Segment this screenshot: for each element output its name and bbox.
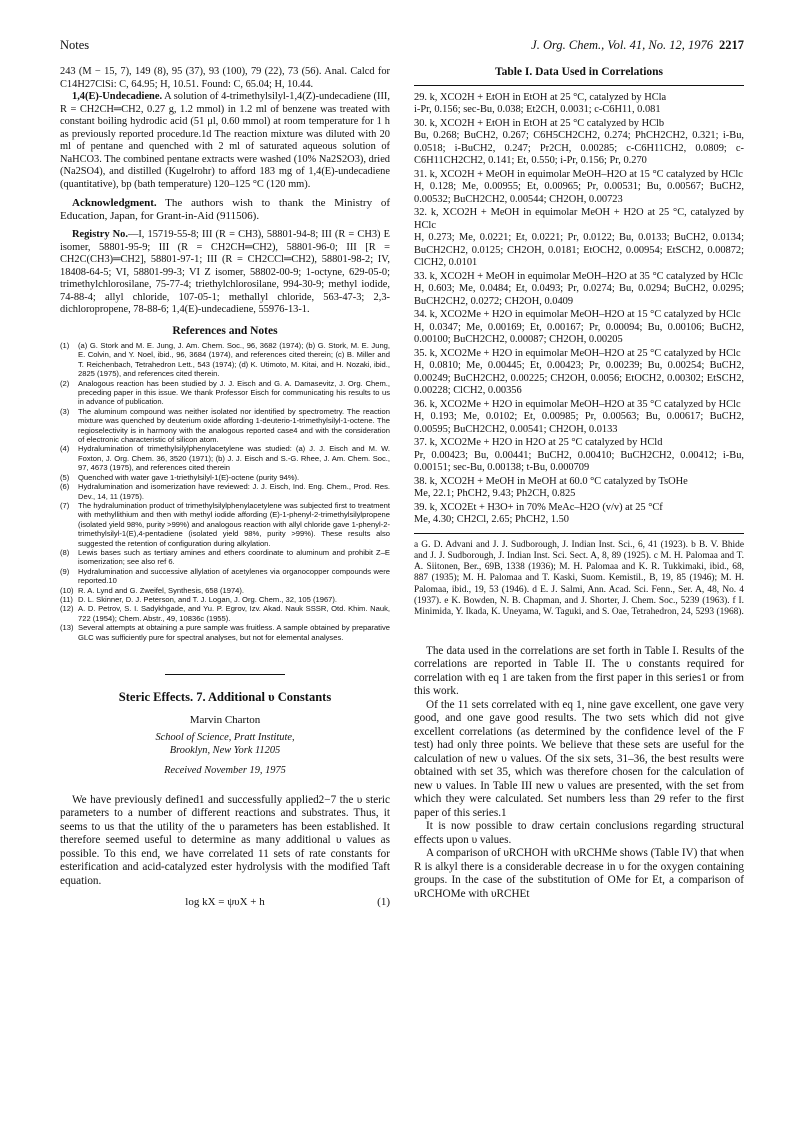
body-paragraph-3: It is now possible to draw certain conclusions regarding structural effects upon υ values.	[414, 820, 744, 846]
set-description: 31. k, XCO2H + MeOH in equimolar MeOH–H2O at 15 °C catalyzed by HClc	[414, 168, 743, 180]
reference-item	[60, 623, 390, 642]
set-description: 39. k, XCO2Et + H3O+ in 70% MeAc–H2O (v/v) at 25 °Cf	[414, 501, 663, 513]
page-header	[60, 38, 744, 56]
set-values: Me, 22.1; PhCH2, 9.43; Ph2CH, 0.825	[414, 488, 576, 499]
reference-text: Analogous reaction has been studied by J. J. Eisch and G. A. Damasevitz, J. Org. Chem., preceding paper in this issue. We thank Professor Eisch for communicating his results to us in advance of publication.	[78, 378, 390, 407]
data-table	[414, 92, 744, 527]
ack-label: Acknowledgment.	[72, 197, 157, 209]
reference-text: The aluminum compound was neither isolated nor identified by spectrometry. The reaction mixture was quenched by deuterium oxide affording 1-deuterio-1-trimethylsilyl-1-octene. The regioselectivity is in harmony with the analogous reported case4 and with the consideration of electronic characteristic of silicon atom.	[78, 406, 390, 445]
set-description: 32. k, XCO2H + MeOH in equimolar MeOH + H2O at 25 °C, catalyzed by HClc	[414, 207, 744, 231]
reference-number: (10)	[60, 585, 74, 595]
table-row	[414, 118, 744, 168]
reference-number: (12)	[60, 604, 74, 614]
reference-item	[60, 407, 390, 445]
reference-item	[60, 444, 390, 472]
set-values: H, 0.193; Me, 0.0102; Et, 0.00985; Pr, 0.00563; Bu, 0.00617; BuCH2, 0.00595; BuCH2CH2, 0.00541; CH2OH, 0.0133	[414, 411, 744, 435]
body-paragraph-2: Of the 11 sets correlated with eq 1, nine gave excellent, one gave very good, and one gave good results. The two sets which did not give excellent correlations (as determined by the confidence level of the F test) had only three points. We believe that these sets are useful for the calculation of new υ values. Of the six sets, 31–36, the best results were obtained with set 35, which was therefore chosen for the calculation of new υ values. In Table III new υ values are presented, with the set from which they were calculated. Set numbers less than 29 refer to the first paper of this series.1	[414, 698, 744, 819]
reference-item	[60, 548, 390, 567]
reference-number: (1)	[60, 341, 70, 350]
reference-number: (11)	[60, 594, 73, 604]
set-description: 30. k, XCO2H + EtOH in EtOH at 25 °C catalyzed by HClb	[414, 117, 665, 129]
table-row	[414, 502, 744, 527]
reference-item	[60, 604, 390, 623]
reference-text: Quenched with water gave 1-triethylsilyl-1(E)-octene (purity 94%).	[78, 472, 300, 482]
article-title: Steric Effects. 7. Additional υ Constants	[118, 690, 332, 704]
reference-item	[60, 379, 390, 407]
set-description: 29. k, XCO2H + EtOH in EtOH at 25 °C, catalyzed by HCla	[414, 91, 667, 103]
ack-text: The authors wish to thank the Ministry of Education, Japan, for Grant-in-Aid (911506).	[60, 197, 390, 222]
equation-text: log kX = ψυX + h	[185, 896, 265, 908]
reference-item	[60, 341, 390, 379]
set-values: Bu, 0.268; BuCH2, 0.267; C6H5CH2CH2, 0.274; PhCH2CH2, 0.321; i-Bu, 0.0518; i-BuCH2, 0.247; Pr2CH, 0.00285; c-C6H11CH2, 0.0809; c-C6H11CH2CH2, 0.141; Et, 0.550; i-Pr, 0.156; Pr, 0.270	[414, 130, 744, 166]
set-description: 35. k, XCO2Me + H2O in equimolar MeOH–H2O at 25 °C catalyzed by HClc	[414, 347, 741, 359]
equation-number: (1)	[377, 896, 390, 908]
table-row	[414, 399, 744, 437]
set-description: 38. k, XCO2H + MeOH in MeOH at 60.0 °C catalyzed by TsOHe	[414, 475, 688, 487]
reference-text: (a) G. Stork and M. E. Jung, J. Am. Chem. Soc., 96, 3682 (1974); (b) G. Stork, M. E. Jung, E. Colvin, and Y. Noel, ibid., 96, 3684 (1974), and references cited therein; (c) B. Miller and T. Reichenbach, Tetrahedron Lett., 543 (1974); (d) K. Utimoto, M. Kitai, and H. Nozaki, ibid., 2825 (1975), and references cited therein.	[78, 341, 390, 379]
page-number: 2217	[719, 38, 744, 52]
set-values: H, 0.128; Me, 0.00955; Et, 0.00965; Pr, 0.00531; Bu, 0.00567; BuCH2, 0.00532; BuCH2CH2, 0.00544; CH2OH, 0.00723	[414, 181, 744, 205]
table-top-rule	[414, 85, 744, 86]
reference-text: Lewis bases such as tertiary amines and ethers coordinate to aluminum and prohibit Z–E isomerization; see also ref 6.	[78, 547, 390, 567]
table-row	[414, 437, 744, 475]
reference-text: Hydralumination and isomerization have reviewed: J. J. Eisch, Ind. Eng. Chem., Prod. Res. Dev., 14, 11 (1975).	[78, 482, 390, 501]
reference-item	[60, 595, 390, 604]
reference-number: (7)	[60, 500, 70, 510]
reference-number: (5)	[60, 472, 70, 482]
set-values: Pr, 0.00423; Bu, 0.00441; BuCH2, 0.00410; BuCH2CH2, 0.00412; i-Bu, 0.00151; sec-Bu, 0.00138; t-Bu, 0.000709	[414, 449, 744, 473]
table-row	[414, 348, 744, 398]
reference-text: Hydralumination of trimethylsilylphenylacetylene was studied: (a) J. J. Eisch and M. W. Foxton, J. Org. Chem. 36, 3520 (1971); (b) J. J. Eisch and S.-G. Rhee, J. Am. Chem. Soc., 97, 4673 (1975), and references cited therein	[78, 444, 390, 473]
set-values: Me, 4.30; CH2Cl, 2.65; PhCH2, 1.50	[414, 514, 570, 525]
section-label: Notes	[60, 38, 90, 52]
reference-item	[60, 473, 390, 482]
table-row	[414, 476, 744, 501]
author-name: Marvin Charton	[189, 713, 261, 726]
reference-text: D. L. Skinner, D. J. Peterson, and T. J. Logan, J. Org. Chem., 32, 105 (1967).	[78, 594, 338, 604]
table-row	[414, 207, 744, 270]
set-description: 34. k, XCO2Me + H2O in equimolar MeOH–H2O at 15 °C catalyzed by HClc	[414, 309, 741, 320]
table-row	[414, 309, 744, 347]
table-row	[414, 271, 744, 309]
registry-paragraph	[60, 229, 390, 317]
article-divider	[165, 674, 285, 675]
left-column	[60, 66, 390, 917]
reference-item	[60, 567, 390, 586]
reference-number: (4)	[60, 444, 70, 454]
journal-name: J. Org. Chem., Vol. 41, No. 12, 1976	[531, 38, 713, 52]
set-values: H, 0.603; Me, 0.0484; Et, 0.0493; Pr, 0.0274; Bu, 0.0294; BuCH2, 0.0295; BuCH2CH2, 0.0272; CH2OH, 0.0409	[414, 283, 744, 307]
set-description: 36. k, XCO2Me + H2O in equimolar MeOH–H2O at 35 °C catalyzed by HClc	[414, 398, 741, 410]
table-row	[414, 169, 744, 207]
set-description: 33. k, XCO2H + MeOH in equimolar MeOH–H2O at 35 °C catalyzed by HClc	[414, 270, 743, 282]
right-column	[414, 66, 744, 901]
acknowledgment-paragraph	[60, 197, 390, 223]
received-date: Received November 19, 1975	[164, 765, 286, 776]
set-values: i-Pr, 0.156; sec-Bu, 0.038; Et2CH, 0.0031; c-C6H11, 0.081	[414, 104, 661, 115]
reference-text: A. D. Petrov, S. I. Sadykhgade, and Yu. P. Egrov, Izv. Akad. Nauk SSSR, Otd. Khim. Nauk, 722 (1954); Chem. Abstr., 49, 10836c (1955).	[78, 604, 390, 623]
reference-item	[60, 586, 390, 595]
analysis-text: 243 (M − 15, 7), 149 (8), 95 (37), 93 (100), 79 (22), 73 (56). Anal. Calcd for C14H27ClSi: C, 64.95; H, 10.51. Found: C, 65.04; H, 10.44.	[60, 66, 390, 90]
affiliation-line-1: School of Science, Pratt Institute,	[155, 732, 295, 743]
equation	[60, 896, 390, 909]
reference-item	[60, 501, 390, 548]
reference-text: R. A. Lynd and G. Zweifel, Synthesis, 658 (1974).	[78, 585, 245, 595]
reference-number: (9)	[60, 566, 70, 576]
set-description: 37. k, XCO2Me + H2O in H2O at 25 °C catalyzed by HCld	[414, 437, 663, 448]
set-values: H, 0.273; Me, 0.0221; Et, 0.0221; Pr, 0.0122; Bu, 0.0133; BuCH2, 0.0134; BuCH2CH2, 0.0125; CH2OH, 0.0181; EtOCH2, 0.00954; EtSCH2, 0.00872; ClCH2, 0.0101	[414, 232, 744, 268]
table-row	[414, 92, 744, 117]
affiliation-line-2: Brooklyn, New York 11205	[169, 744, 281, 756]
reference-number: (8)	[60, 547, 70, 557]
reference-text: The hydralumination product of trimethylsilylphenylacetylene was subjected first to treatment with methyllithium and then with methyl iodide affording (E)-1-phenyl-2-trimethylsilylpropene (isolated yield 98%, purity >99%) and analogous reaction with allyl chloride gave 1-phenyl-2-trimethylsilyl-1(E),4-pentadiene (isolated yield 98%, purity >99%). These results also suggested the retention of configuration during alkylation.	[78, 500, 390, 548]
body-paragraph-1: The data used in the correlations are set forth in Table I. Results of the correlations are reported in Table II. The υ constants required for correlation with eq 1 are taken from the first paper in this series1 or from this work.	[414, 644, 744, 698]
table-title: Table I. Data Used in Correlations	[494, 66, 664, 78]
body-paragraph-4: A comparison of υRCHOH with υRCHMe shows (Table IV) that when R is alkyl there is a considerable decrease in υ for the oxygen containing groups. In the case of the substitution of OMe for Et, a comparison of υRCHOMe with υRCHEt	[414, 847, 744, 900]
undecadiene-text: A solution of 4-trimethylsilyl-1,4(Z)-undecadiene (III, R = CH2CH═CH2, 0.27 g, 1.2 mmol) in 1.2 ml of benzene was treated with constant boiling hydrodic acid (51 μl, 0.60 mmol) at room temperature for 1 h as previously reported procedure.1d The reaction mixture was diluted with 20 ml of pentane and quenched with 2 ml of saturated aqueous solution of NaHCO3. The combined pentane extracts were washed (10% Na2S2O3), dried (Na2SO4), and distilled (Kugelrohr) to afford 183 mg of 1,4(E)-undecadiene (quantitative), bp (bath temperature) 120–125 °C (120 mm).	[60, 91, 390, 190]
undecadiene-paragraph	[60, 91, 390, 191]
reference-text: Several attempts at obtaining a pure sample was fruitless. A sample obtained by preparative GLC was sufficiently pure for spectral analyses, but not for elemental analyses.	[78, 623, 390, 642]
set-values: H, 0.0347; Me, 0.00169; Et, 0.00167; Pr, 0.00094; Bu, 0.00106; BuCH2, 0.00100; BuCH2CH2, 0.00087; CH2OH, 0.00205	[414, 321, 744, 345]
table-bottom-rule	[414, 533, 744, 534]
registry-text: —I, 15719-55-8; III (R = CH3), 58801-94-8; III (R = CH3) E isomer, 58801-95-9; III (R = CH2CH═CH2), 58801-96-0; III [R = CH2C(CH3)═CH2], 58801-97-1; III (R = CH2CCl═CH2), 58801-98-2; IV, 18408-64-5; VI, 58801-99-3; VI Z isomer, 58802-00-9; 1-octyne, 629-05-0; trimethylchlorosilane, 75-77-4; triethylchlorosilane, 994-30-9; methyl iodide, 74-88-4; allyl chloride, 107-05-1; methallyl chloride, 563-47-3; 2,3-dichloropropene, 78-88-6; 1,4(E)-undecadiene, 55976-13-1.	[60, 229, 391, 315]
journal-citation	[531, 38, 744, 53]
reference-number: (6)	[60, 482, 70, 492]
undecadiene-label: 1,4(E)-Undecadiene.	[72, 91, 163, 102]
reference-number: (13)	[60, 623, 74, 633]
reference-number: (2)	[60, 378, 70, 388]
set-values: H, 0.0810; Me, 0.00445; Et, 0.00423; Pr, 0.00239; Bu, 0.00254; BuCH2, 0.00249; BuCH2CH2, 0.00225; CH2OH, 0.0056; EtOCH2, 0.00302; EtSCH2, 0.00228; ClCH2, 0.00356	[414, 360, 744, 396]
table-footnotes: a G. D. Advani and J. J. Sudborough, J. Indian Inst. Sci., 6, 41 (1923). b B. V. Bhide and J. J. Sudborough, J. Indian Inst. Sci. Sect. A, 8, 89 (1925). c M. H. Palomaa and T. A. Siitonen, Ber., 69B, 1338 (1936); M. H. Palomaa and K. R. Tukkimaki, ibid., 68, 887 (1935); M. H. Palomaa and T. Kaski, Suom. Kemistil., B, 19, 85 (1946); M. H. Palomaa, ibid., 19, 53 (1946). d E. J. Salmi, Ann. Acad. Sci. Fenn., Ser. A, 48, No. 4 (1937). e K. Bowden, N. B. Chapman, and J. Shorter, J. Chem. Soc., 5239 (1963). f I. Minimida, Y. Ikada, K. Uneyama, W. Taguki, and S. Oae, Tetrahedron, 24, 5293 (1968).	[414, 539, 744, 618]
references-title: References and Notes	[172, 324, 278, 337]
reference-text: Hydralumination and successive allylation of acetylenes via organocopper compounds were reported.10	[78, 566, 390, 586]
reference-item	[60, 482, 390, 501]
registry-label: Registry No.	[72, 229, 128, 240]
reference-number: (3)	[60, 406, 70, 416]
intro-paragraph: We have previously defined1 and successfully applied2−7 the υ steric parameters to a number of different reactions and substrates. Thus, it seems to us that the utility of the υ parameters has been established. It therefore seemed useful to determine as many additional υ values as possible. To this end, we have correlated 11 sets of rate constants for esterification and acid-catalyzed ester hydrolysis with the modified Taft equation.	[60, 793, 390, 887]
references-list	[60, 341, 390, 642]
